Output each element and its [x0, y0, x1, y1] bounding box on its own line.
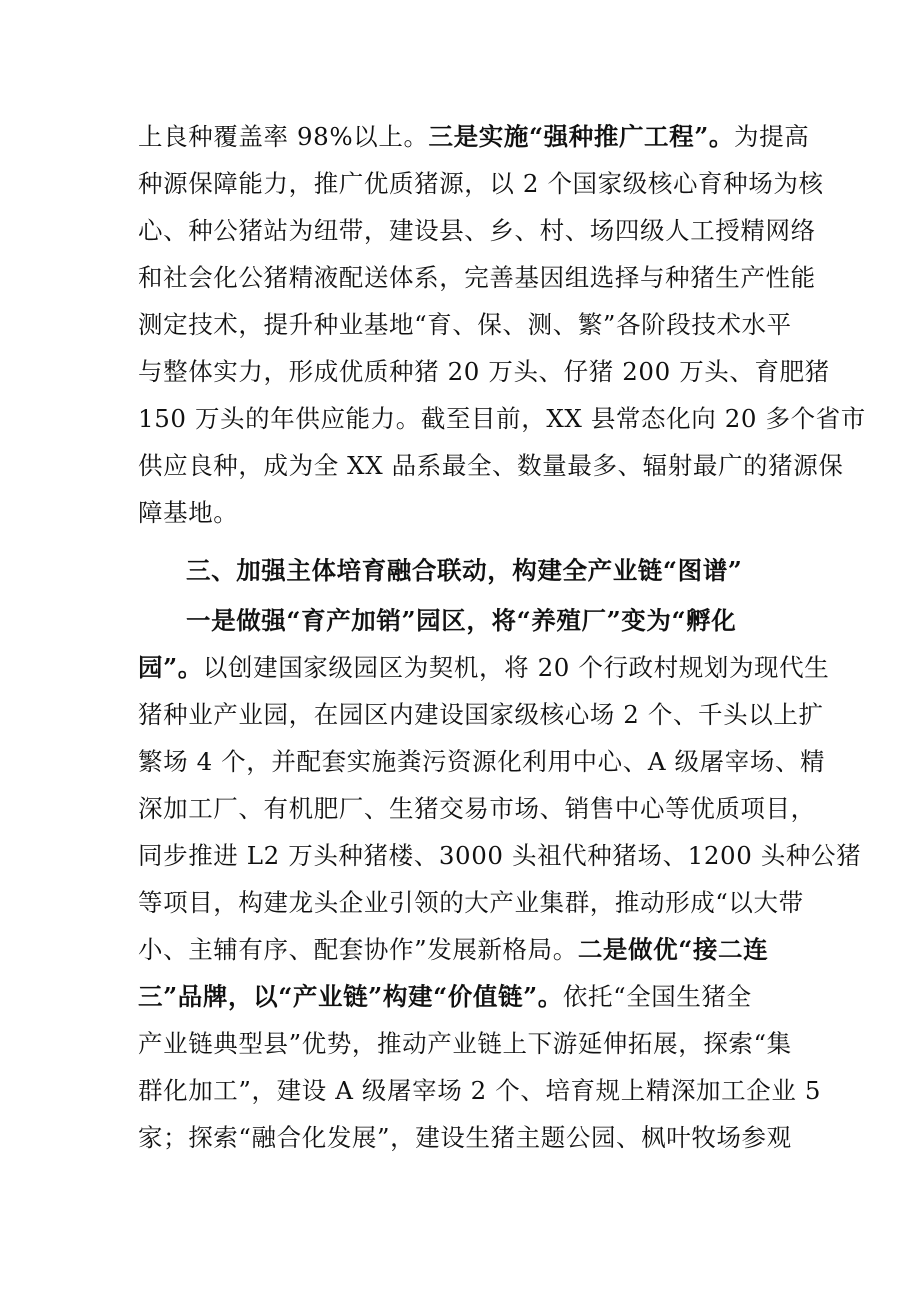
text-line — [138, 1071, 822, 1111]
text-segment: 产业链典型县”优势，推动产业链上下游延伸拓展，探索“集 — [138, 1029, 792, 1058]
text-segment: 以创建国家级园区为契机，将 20 个行政村规划为现代生 — [202, 653, 830, 682]
text-line — [138, 164, 824, 204]
text-line — [186, 601, 836, 641]
text-segment: 障基地。 — [138, 498, 239, 527]
text-segment: 猪种业产业园，在园区内建设国家级核心场 2 个、千头以上扩 — [138, 700, 824, 729]
text-segment: 和社会化公猪精液配送体系，完善基因组选择与种猪生产性能 — [138, 263, 816, 292]
text-line — [138, 695, 824, 735]
text-segment: 种源保障能力，推广优质猪源，以 2 个国家级核心育种场为核 — [138, 169, 824, 198]
text-line — [138, 883, 804, 923]
text-line — [138, 836, 862, 876]
text-line — [138, 789, 816, 829]
bold-text-segment: 一是做强“育产加销”园区，将“养殖厂”变为“孵化 — [186, 606, 737, 635]
text-line — [138, 258, 816, 298]
text-segment: 家；探索“融合化发展”，建设生猪主题公园、枫叶牧场参观 — [138, 1123, 792, 1152]
section-heading — [186, 551, 836, 591]
text-line — [138, 742, 826, 782]
text-segment: 为提高 — [734, 122, 810, 151]
text-segment: 群化加工”，建设 A 级屠宰场 2 个、培育规上精深加工企业 5 — [138, 1076, 822, 1105]
text-segment: 深加工厂、有机肥厂、生猪交易市场、销售中心等优质项目， — [138, 794, 816, 823]
text-segment: 繁场 4 个，并配套实施粪污资源化利用中心、A 级屠宰场、精 — [138, 747, 826, 776]
text-line — [138, 1024, 792, 1064]
text-line — [138, 117, 810, 157]
text-line — [138, 399, 866, 439]
text-segment: 依托“全国生猪全 — [562, 982, 752, 1011]
text-line — [138, 648, 830, 688]
text-line — [138, 493, 788, 533]
text-segment: 150 万头的年供应能力。截至目前，XX 县常态化向 20 多个省市 — [138, 404, 866, 433]
text-line — [138, 352, 830, 392]
text-line — [138, 1118, 792, 1158]
text-line — [138, 930, 788, 970]
text-line — [138, 446, 844, 486]
text-segment: 心、种公猪站为纽带，建设县、乡、村、场四级人工授精网络 — [138, 216, 816, 245]
text-segment: 等项目，构建龙头企业引领的大产业集群，推动形成“以大带 — [138, 888, 804, 917]
bold-text-segment: 三是实施“强种推广工程”。 — [428, 122, 735, 151]
bold-text-segment: 二是做优“接二连 — [577, 935, 769, 964]
text-line — [138, 211, 816, 251]
text-line — [138, 977, 788, 1017]
heading-text: 三、加强主体培育融合联动，构建全产业链“图谱” — [186, 556, 743, 585]
text-segment: 小、主辅有序、配套协作”发展新格局。 — [138, 935, 578, 964]
text-segment: 供应良种，成为全 XX 品系最全、数量最多、辐射最广的猪源保 — [138, 451, 844, 480]
text-segment: 测定技术，提升种业基地“育、保、测、繁”各阶段技术水平 — [138, 310, 792, 339]
text-segment: 上良种覆盖率 98%以上。 — [138, 122, 429, 151]
text-line — [138, 305, 792, 345]
bold-text-segment: 三”品牌，以“产业链”构建“价值链”。 — [138, 982, 563, 1011]
text-segment: 与整体实力，形成优质种猪 20 万头、仔猪 200 万头、育肥猪 — [138, 357, 830, 386]
bold-text-segment: 园”。 — [138, 653, 203, 682]
text-segment: 同步推进 L2 万头种猪楼、3000 头祖代种猪场、1200 头种公猪 — [138, 841, 862, 870]
